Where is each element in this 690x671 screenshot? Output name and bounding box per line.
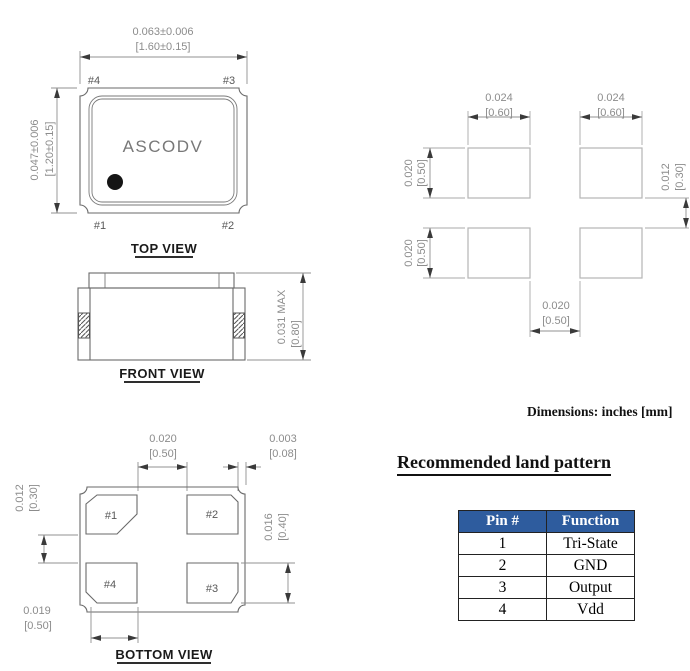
land-pattern-heading: Recommended land pattern [397, 452, 611, 476]
land-pad-height-mm: [0.50] [416, 159, 428, 187]
pin-function: Tri-State [547, 533, 635, 555]
top-width-dim-inches: 0.063±0.006 [132, 26, 194, 38]
front-height-dim-inches: 0.031 MAX [276, 289, 288, 345]
top-view-label: TOP VIEW [130, 241, 198, 256]
units-note: Dimensions: inches [mm] [527, 404, 673, 419]
body-front [78, 288, 245, 360]
land-pad-bottom-right [580, 228, 642, 278]
top-height-dim-mm: [1.20±0.15] [44, 121, 56, 177]
pin-number: 3 [459, 577, 547, 599]
side-pad-hatch [79, 313, 90, 338]
function-header: Function [547, 511, 635, 533]
pad-label-1: #1 [104, 510, 118, 522]
pin-function: Vdd [547, 599, 635, 621]
land-pad-width-inches: 0.024 [597, 92, 625, 104]
land-gap-y-inches: 0.012 [660, 163, 672, 191]
land-pad-top-right [580, 148, 642, 198]
land-gap-x-mm: [0.50] [542, 315, 570, 327]
pin-label-2: #2 [221, 220, 235, 232]
pad-gap-x-inches: 0.020 [149, 433, 177, 445]
pad-height-inches: 0.016 [263, 513, 275, 541]
land-gap-x-inches: 0.020 [542, 300, 570, 312]
pin-number-header: Pin # [459, 511, 547, 533]
front-height-dim-mm: [0.80] [290, 320, 302, 348]
pad-width-inches: 0.019 [23, 605, 51, 617]
pad-width-mm: [0.50] [24, 620, 52, 632]
land-pad-top-left [468, 148, 530, 198]
top-view [29, 26, 247, 257]
package-outline-bottom [80, 487, 245, 612]
pad-gap-x-mm: [0.50] [149, 448, 177, 460]
side-pad-hatch [234, 313, 245, 338]
pad-gap-y-inches: 0.012 [14, 484, 26, 512]
land-pad-width-mm: [0.60] [597, 107, 625, 119]
pad-label-2: #2 [205, 509, 219, 521]
top-width-dim-mm: [1.60±0.15] [135, 41, 191, 53]
table-row [459, 599, 635, 621]
part-marking: ASCODV [122, 137, 204, 156]
bottom-view-label: BOTTOM VIEW [115, 647, 213, 662]
land-pad-bottom-left [468, 228, 530, 278]
pad-label-4: #4 [103, 579, 117, 591]
lid-front [89, 273, 234, 288]
edge-offset-mm: [0.08] [269, 448, 297, 460]
table-row [459, 555, 635, 577]
land-pattern-drawing [403, 92, 689, 337]
top-height-dim-inches: 0.047±0.006 [29, 119, 41, 181]
front-view [78, 273, 311, 382]
pin-function: GND [547, 555, 635, 577]
table-header-row [459, 511, 635, 533]
front-view-label: FRONT VIEW [119, 366, 205, 381]
edge-offset-inches: 0.003 [269, 433, 297, 445]
pin-function: Output [547, 577, 635, 599]
pin-function-table [458, 510, 635, 621]
pad-gap-y-mm: [0.30] [28, 484, 40, 512]
pin-label-3: #3 [222, 75, 236, 87]
pin-label-4: #4 [87, 75, 101, 87]
pad-height-mm: [0.40] [277, 513, 289, 541]
pin-number: 2 [459, 555, 547, 577]
land-gap-y-mm: [0.30] [674, 163, 686, 191]
pin-label-1: #1 [93, 220, 107, 232]
land-pad-height-inches: 0.020 [403, 159, 415, 187]
pin-number: 1 [459, 533, 547, 555]
land-pad-height-inches: 0.020 [403, 239, 415, 267]
land-pad-width-mm: [0.60] [485, 107, 513, 119]
bottom-view [14, 433, 297, 663]
pin1-dot-marker [107, 174, 123, 190]
pad-label-3: #3 [205, 583, 219, 595]
table-row [459, 533, 635, 555]
land-pad-height-mm: [0.50] [416, 239, 428, 267]
pin-number: 4 [459, 599, 547, 621]
table-row [459, 577, 635, 599]
land-pad-width-inches: 0.024 [485, 92, 513, 104]
